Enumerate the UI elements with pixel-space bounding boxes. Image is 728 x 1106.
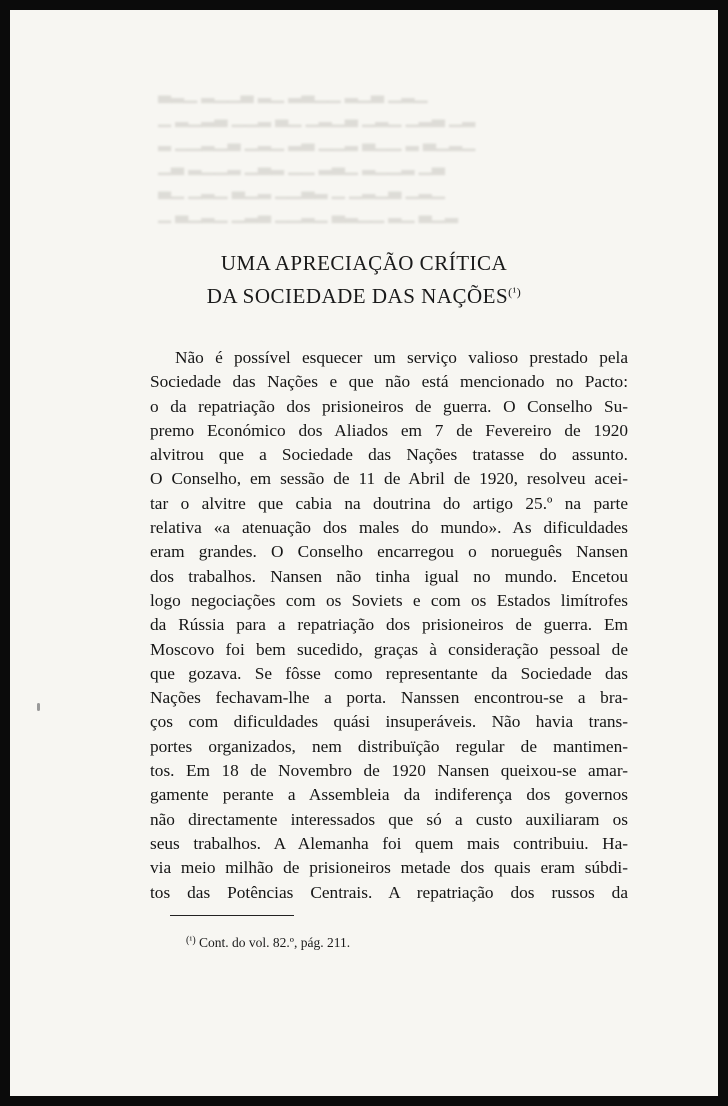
bleed-through-text: ▁▂▁ ▃▁▂ ▁▁▃▂ ▁▂ ▃▁▁▂ ▁▂▃ ▂▁ ▃▂▁ ▁▂▁ ▃▁▂▁ ▁▃ ▂▁▁ ▃▂▁▂ ▁ ▁▂▁▃ ▂ ▁▁▃ ▂▁▁ ▃▂ ▁▂▁ ▃▁▂▁▁ ▂ ▃▁ ▂▁▁▂ ▁▃▂ ▁▁ ▂▃▁ ▂▁▁▂ ▃▁ ▁▂▁ ▃▁▂▁ ▁ ▂▃▁▁ ▂▁▃ ▁▂▁ ▁▃ ▂▁▃ ▁▂ ▁▁▂▃ ▁▂▁▁ ▃▂▁ ▁▂▁▃ ▁ — [158, 84, 476, 223]
body-paragraph — [150, 346, 628, 905]
text-line: da Rússia para a repatriação dos prisioneiros de guerra. Em — [150, 615, 628, 635]
text-line: O Conselho, em sessão de 11 de Abril de 1920, resolveu acei- — [150, 469, 628, 489]
text-line: não directamente interessados que só a custo auxiliaram os — [150, 809, 628, 829]
text-line: gamente perante a Assembleia da indiferença dos governos — [150, 785, 628, 805]
text-line: que gozava. Se fôsse como representante da Sociedade das — [150, 663, 628, 683]
text-line: dos trabalhos. Nansen não tinha igual no mundo. Encetou — [150, 566, 628, 586]
text-line: via meio milhão de prisioneiros metade dos quais eram súbdi- — [150, 858, 628, 878]
page-title-line-2: DA SOCIEDADE DAS $NAÇÕES^{(^1)}$ — [206, 284, 522, 308]
text-line: Moscovo foi bem sucedido, graças à consideração pessoal de — [150, 639, 628, 659]
text-line: Não é possível esquecer um serviço valioso prestado pela — [175, 348, 628, 367]
text-line: tos. Em 18 de Novembro de 1920 Nansen queixou-se amar- — [150, 761, 628, 781]
document-page — [10, 10, 718, 1096]
text-line: portes organizados, nem distribuïção regular de mantimen- — [150, 736, 628, 756]
text-line: relativa «a atenuação dos males do mundo». As dificuldades — [150, 518, 628, 538]
text-line: o da repatriação dos prisioneiros de guerra. O Conselho Su- — [150, 396, 628, 416]
text-line: seus trabalhos. A Alemanha foi quem mais contribuiu. Ha- — [150, 833, 628, 853]
title-footnote-ref: (¹) — [508, 285, 522, 299]
footnote-divider — [170, 915, 294, 916]
text-line: eram grandes. O Conselho encarregou o norueguês Nansen — [150, 542, 628, 562]
footnote — [186, 935, 350, 951]
text-line: tos das Potências Centrais. A repatriação dos russos da — [150, 882, 628, 902]
text-line: logo negociações com os Soviets e com os Estados limítrofes — [150, 590, 628, 610]
footnote-marker: (¹) — [186, 935, 196, 946]
text-line: premo Económico dos Aliados em 7 de Fevereiro de 1920 — [150, 420, 628, 440]
text-line: tar o alvitre que cabia na doutrina do artigo 25.º na parte — [150, 493, 628, 513]
page-title-line-1: UMA APRECIAÇÃO CRÍTICA — [220, 251, 508, 275]
text-line: ços com dificuldades quási insuperáveis. Não havia trans- — [150, 712, 628, 732]
footnote-text: Cont. do vol. 82.º, pág. 211. — [199, 935, 351, 950]
margin-speck — [37, 703, 40, 711]
text-line: alvitrou que a Sociedade das Nações tratasse do assunto. — [150, 445, 628, 465]
text-line: Sociedade das Nações e que não está mencionado no Pacto: — [150, 372, 628, 392]
text-line: Nações fechavam-lhe a porta. Nanssen encontrou-se a bra- — [150, 688, 628, 708]
